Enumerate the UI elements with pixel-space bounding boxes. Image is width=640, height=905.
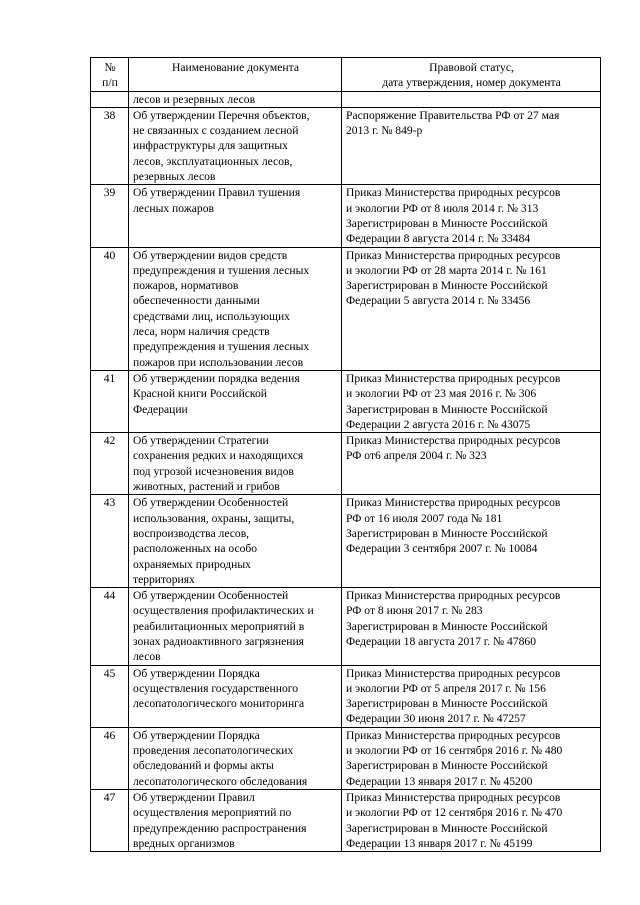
table-row xyxy=(91,247,601,370)
legal-status-line: Зарегистрирован в Минюсте Российской xyxy=(346,697,548,711)
row-number: 39 xyxy=(91,185,129,247)
legal-status-line: Приказ Министерства природных ресурсов xyxy=(346,790,561,804)
row-number: 47 xyxy=(91,789,129,851)
legal-status-line: РФ от 16 июля 2007 года № 181 xyxy=(346,511,503,525)
legal-status-line: Федерации 5 августа 2014 г. № 33456 xyxy=(346,294,531,308)
table-row xyxy=(91,789,601,851)
legal-status-line: и экологии РФ от 16 сентября 2016 г. № 480 xyxy=(346,744,563,758)
document-name-line: под угрозой исчезновения видов xyxy=(133,464,294,478)
legal-status-cell xyxy=(342,495,601,588)
document-name-line: обследований и формы акты xyxy=(133,759,274,773)
legal-status-line: Зарегистрирован в Минюсте Российской xyxy=(346,216,548,230)
document-name-line: реабилитационных мероприятий в xyxy=(133,619,305,633)
legal-status-line: Федерации 13 января 2017 г. № 45200 xyxy=(346,774,533,788)
legal-status-cell xyxy=(342,588,601,665)
legal-status-line: и экологии РФ от 23 мая 2016 г. № 306 xyxy=(346,387,537,401)
header-name-line: Наименование документа xyxy=(172,61,299,74)
header-legal-status xyxy=(342,58,601,92)
document-name-line: осуществления профилактических и xyxy=(133,604,314,618)
legal-status-line: и экологии РФ от 8 июля 2014 г. № 313 xyxy=(346,201,539,215)
document-name-cell xyxy=(129,107,342,184)
legal-status-line: РФ от6 апреля 2004 г. № 323 xyxy=(346,449,487,463)
header-number-line: № xyxy=(104,61,116,74)
document-name-line: Об утверждении видов средств xyxy=(133,248,288,262)
row-number: 45 xyxy=(91,665,129,727)
document-name-cell xyxy=(129,370,342,432)
header-status-line: дата утверждения, номер документа xyxy=(382,76,561,90)
document-name-line: животных, растений и грибов xyxy=(133,480,280,494)
row-number: 38 xyxy=(91,107,129,184)
row-number: 40 xyxy=(91,247,129,370)
legal-status-line: Федерации 13 января 2017 г. № 45199 xyxy=(346,836,533,850)
legal-status-line: и экологии РФ от 28 марта 2014 г. № 161 xyxy=(346,263,547,277)
document-name-line: Об утверждении Особенностей xyxy=(133,589,289,603)
document-name-cell xyxy=(129,789,342,851)
document-name-cell xyxy=(129,185,342,247)
legal-status-line: Распоряжение Правительства РФ от 27 мая xyxy=(346,108,560,122)
document-name-line: Об утверждении Порядка xyxy=(133,728,260,742)
document-name-line: Об утверждении Перечня объектов, xyxy=(133,108,310,122)
row-number: 41 xyxy=(91,370,129,432)
legal-status-line: Зарегистрирован в Минюсте Российской xyxy=(346,759,548,773)
document-name-line: инфраструктуры для защитных xyxy=(133,139,288,153)
table-row xyxy=(91,185,601,247)
document-name-cell xyxy=(129,727,342,789)
legal-status-line: Федерации 8 августа 2014 г. № 33484 xyxy=(346,232,531,246)
documents-table xyxy=(90,57,601,852)
table-row xyxy=(91,91,601,107)
document-name-line: Об утверждении Особенностей xyxy=(133,496,289,510)
legal-status-line: Приказ Министерства природных ресурсов xyxy=(346,248,561,262)
legal-status-line: Зарегистрирован в Минюсте Российской xyxy=(346,619,548,633)
document-name-line: Федерации xyxy=(133,402,188,416)
document-name-line: зонах радиоактивного загрязнения xyxy=(133,634,305,648)
document-name-line: обеспеченности данными xyxy=(133,294,260,308)
document-name-line: пожаров при использовании лесов xyxy=(133,355,304,369)
document-name-line: не связанных с созданием лесной xyxy=(133,124,299,138)
document-name-line: использования, охраны, защиты, xyxy=(133,511,295,525)
row-number: 43 xyxy=(91,495,129,588)
legal-status-cell xyxy=(342,433,601,495)
document-name-line: лесопатологического мониторинга xyxy=(133,697,305,711)
legal-status-line: Федерации 18 августа 2017 г. № 47860 xyxy=(346,634,536,648)
document-name-line: территориях xyxy=(133,572,195,586)
legal-status-line: Приказ Министерства природных ресурсов xyxy=(346,728,561,742)
row-number xyxy=(91,91,129,107)
legal-status-cell xyxy=(342,247,601,370)
document-name-line: сохранения редких и находящихся xyxy=(133,449,304,463)
table-row xyxy=(91,433,601,495)
legal-status-line: Зарегистрирован в Минюсте Российской xyxy=(346,821,548,835)
legal-status-line: и экологии РФ от 5 апреля 2017 г. № 156 xyxy=(346,681,546,695)
table-row xyxy=(91,107,601,184)
header-document-name xyxy=(129,58,342,92)
legal-status-line: Федерации 3 сентября 2007 г. № 10084 xyxy=(346,542,538,556)
row-number: 46 xyxy=(91,727,129,789)
document-name-line: лесов и резервных лесов xyxy=(133,92,256,106)
document-name-line: воспроизводства лесов, xyxy=(133,526,250,540)
document-name-cell xyxy=(129,588,342,665)
header-status-line: Правовой статус, xyxy=(429,61,514,74)
table-header xyxy=(91,58,601,92)
legal-status-cell xyxy=(342,789,601,851)
legal-status-cell xyxy=(342,91,601,107)
document-name-cell xyxy=(129,247,342,370)
header-number-line: п/п xyxy=(102,76,118,90)
table-row xyxy=(91,727,601,789)
table-row xyxy=(91,370,601,432)
document-name-cell xyxy=(129,665,342,727)
legal-status-cell xyxy=(342,665,601,727)
legal-status-line: Зарегистрирован в Минюсте Российской xyxy=(346,526,548,540)
document-name-line: Об утверждении Стратегии xyxy=(133,434,269,448)
legal-status-line: Федерации 2 августа 2016 г. № 43075 xyxy=(346,417,531,431)
document-name-line: лесов, эксплуатационных лесов, xyxy=(133,154,293,168)
header-number xyxy=(91,58,129,92)
document-name-line: предупреждению распространения xyxy=(133,821,307,835)
row-number: 44 xyxy=(91,588,129,665)
table-row xyxy=(91,665,601,727)
document-name-cell xyxy=(129,495,342,588)
document-name-line: Об утверждении Правил xyxy=(133,790,255,804)
document-name-cell xyxy=(129,91,342,107)
table-row xyxy=(91,495,601,588)
legal-status-line: Зарегистрирован в Минюсте Российской xyxy=(346,279,548,293)
document-name-line: осуществления мероприятий по xyxy=(133,806,292,820)
document-name-line: Об утверждении Правил тушения xyxy=(133,186,301,200)
document-name-line: вредных организмов xyxy=(133,836,235,850)
header-row xyxy=(91,58,601,92)
document-name-line: расположенных на особо xyxy=(133,542,258,556)
legal-status-line: Приказ Министерства природных ресурсов xyxy=(346,186,561,200)
document-name-line: предупреждения и тушения лесных xyxy=(133,263,310,277)
document-name-line: пожаров, нормативов xyxy=(133,279,239,293)
legal-status-line: Приказ Министерства природных ресурсов xyxy=(346,589,561,603)
document-name-cell xyxy=(129,433,342,495)
document-name-line: леса, норм наличия средств xyxy=(133,325,270,339)
document-name-line: средствами лиц, использующих xyxy=(133,309,290,323)
document-name-line: Об утверждении Порядка xyxy=(133,666,260,680)
legal-status-line: 2013 г. № 849-р xyxy=(346,124,423,138)
document-name-line: осуществления государственного xyxy=(133,681,299,695)
document-name-line: лесопатологического обследования xyxy=(133,774,308,788)
table-row xyxy=(91,588,601,665)
legal-status-line: РФ от 8 июня 2017 г. № 283 xyxy=(346,604,483,618)
legal-status-line: Зарегистрирован в Минюсте Российской xyxy=(346,402,548,416)
document-name-line: проведения лесопатологических xyxy=(133,744,294,758)
legal-status-line: Приказ Министерства природных ресурсов xyxy=(346,496,561,510)
legal-status-line: и экологии РФ от 12 сентября 2016 г. № 470 xyxy=(346,806,563,820)
legal-status-line: Приказ Министерства природных ресурсов xyxy=(346,666,561,680)
legal-status-cell xyxy=(342,370,601,432)
document-name-line: лесов xyxy=(133,650,161,664)
document-name-line: Об утверждении порядка ведения xyxy=(133,371,300,385)
legal-status-line: Приказ Министерства природных ресурсов xyxy=(346,371,561,385)
legal-status-line: Федерации 30 июня 2017 г. № 47257 xyxy=(346,712,526,726)
document-name-line: предупреждения и тушения лесных xyxy=(133,340,310,354)
document-name-line: охраняемых природных xyxy=(133,557,251,571)
document-name-line: Красной книги Российской xyxy=(133,387,267,401)
document-name-line: лесных пожаров xyxy=(133,201,214,215)
document-name-line: резервных лесов xyxy=(133,170,216,184)
table-body xyxy=(91,91,601,852)
legal-status-line: Приказ Министерства природных ресурсов xyxy=(346,434,561,448)
row-number: 42 xyxy=(91,433,129,495)
legal-status-cell xyxy=(342,107,601,184)
legal-status-cell xyxy=(342,727,601,789)
legal-status-cell xyxy=(342,185,601,247)
